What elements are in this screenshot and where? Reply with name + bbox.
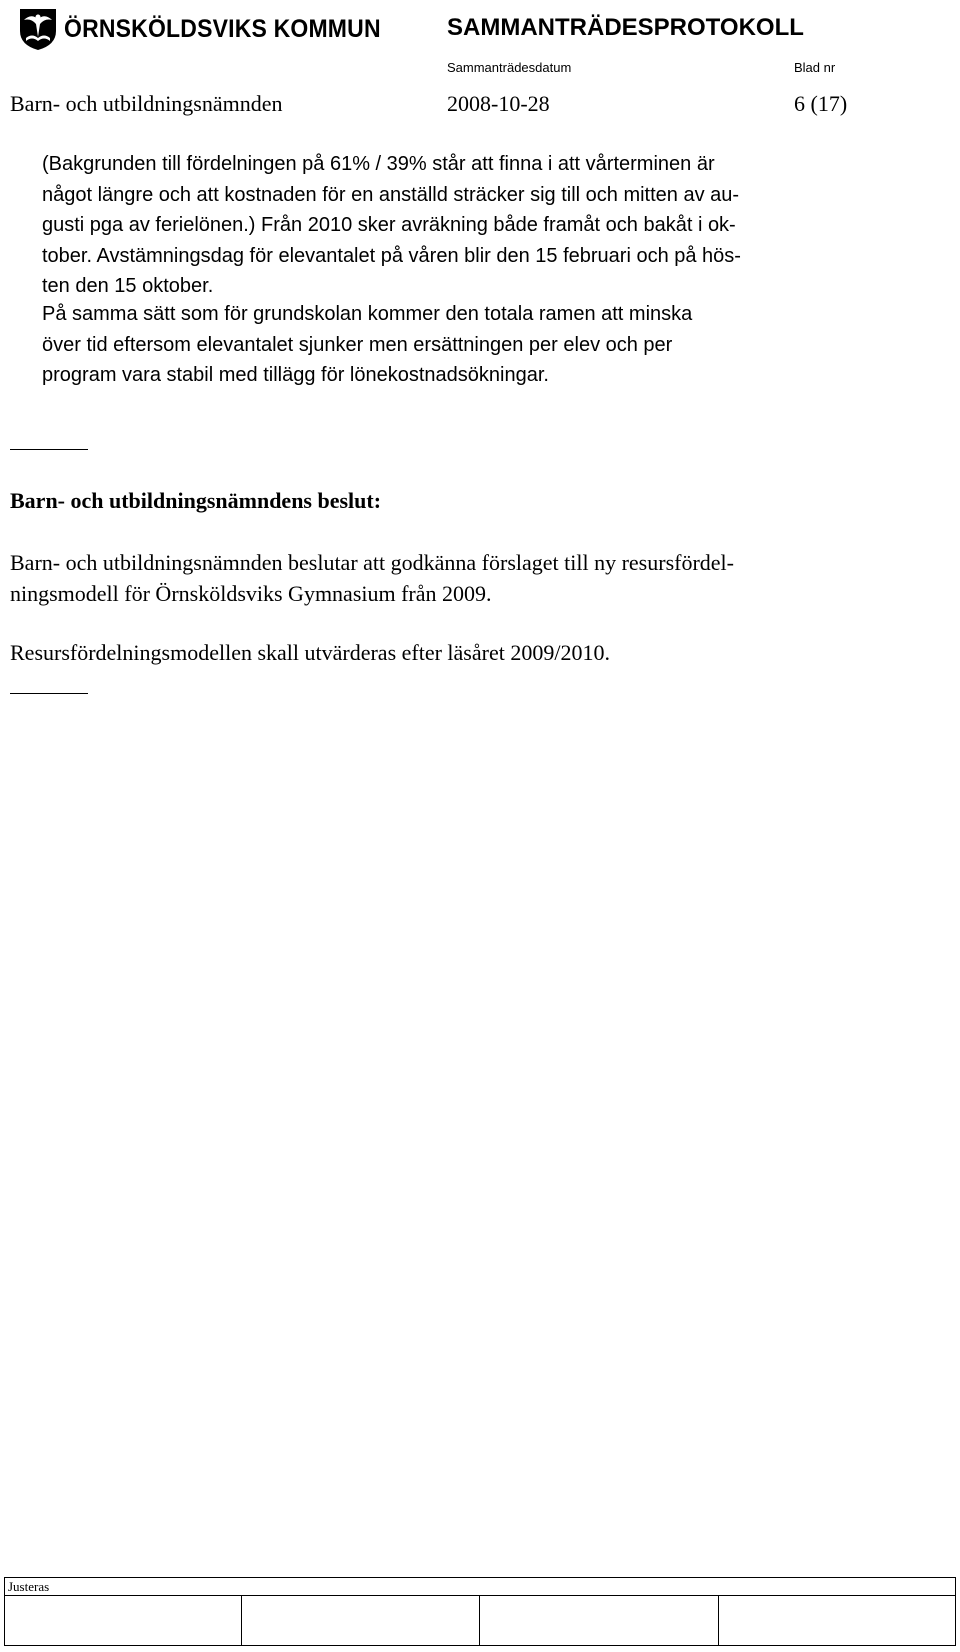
text-line: tober. Avstämningsdag för elevantalet på våren blir den 15 februari och på hös- [42,244,741,267]
committee-name: Barn- och utbildningsnämnden [10,91,283,116]
page-number: 6 (17) [794,91,848,116]
decision-paragraph [10,547,734,609]
text-line: (Bakgrunden till fördelningen på 61% / 39% står att finna i att vårterminen är [42,153,715,175]
background-paragraph [42,149,892,302]
signature-cell-divider [718,1595,719,1645]
text-line: gusti pga av ferielönen.) Från 2010 sker avräkning både framåt och bakåt i ok- [42,214,736,236]
evaluation-paragraph [10,637,610,668]
justeras-signature-table [4,1577,956,1646]
municipal-crest-icon [18,7,58,51]
framework-paragraph [42,299,892,391]
text-line: ten den 15 oktober. [42,275,214,297]
table-divider [5,1595,955,1596]
section-divider [10,693,88,694]
meeting-date-label: Sammanträdesdatum [447,60,572,75]
text-line: något längre och att kostnaden för en anställd sträcker sig till och mitten av au- [42,183,740,206]
municipality-logo [18,6,408,52]
text-line: ningsmodell för Örnsköldsviks Gymnasium från 2009. [10,581,492,606]
text-line: Barn- och utbildningsnämnden beslutar att godkänna förslaget till ny resursfördel- [10,550,734,575]
text-line: över tid eftersom elevantalet sjunker men ersättningen per elev och per [42,333,673,356]
signature-cell-divider [241,1595,242,1645]
text-line: program vara stabil med tillägg för lönekostnadsökningar. [42,364,549,386]
decision-heading: Barn- och utbildningsnämndens beslut: [10,488,382,513]
text-line: På samma sätt som för grundskolan kommer den totala ramen att minska [42,303,693,325]
signature-cell-divider [479,1595,480,1645]
section-divider [10,449,88,450]
text-line: Resursfördelningsmodellen skall utvärderas efter läsåret 2009/2010. [10,640,610,665]
meeting-date: 2008-10-28 [447,91,550,116]
justeras-label: Justeras [8,1579,50,1594]
page-number-label: Blad nr [794,60,836,75]
organization-name: ÖRNSKÖLDSVIKS KOMMUN [64,14,381,43]
document-type-title: SAMMANTRÄDESPROTOKOLL [447,14,804,41]
